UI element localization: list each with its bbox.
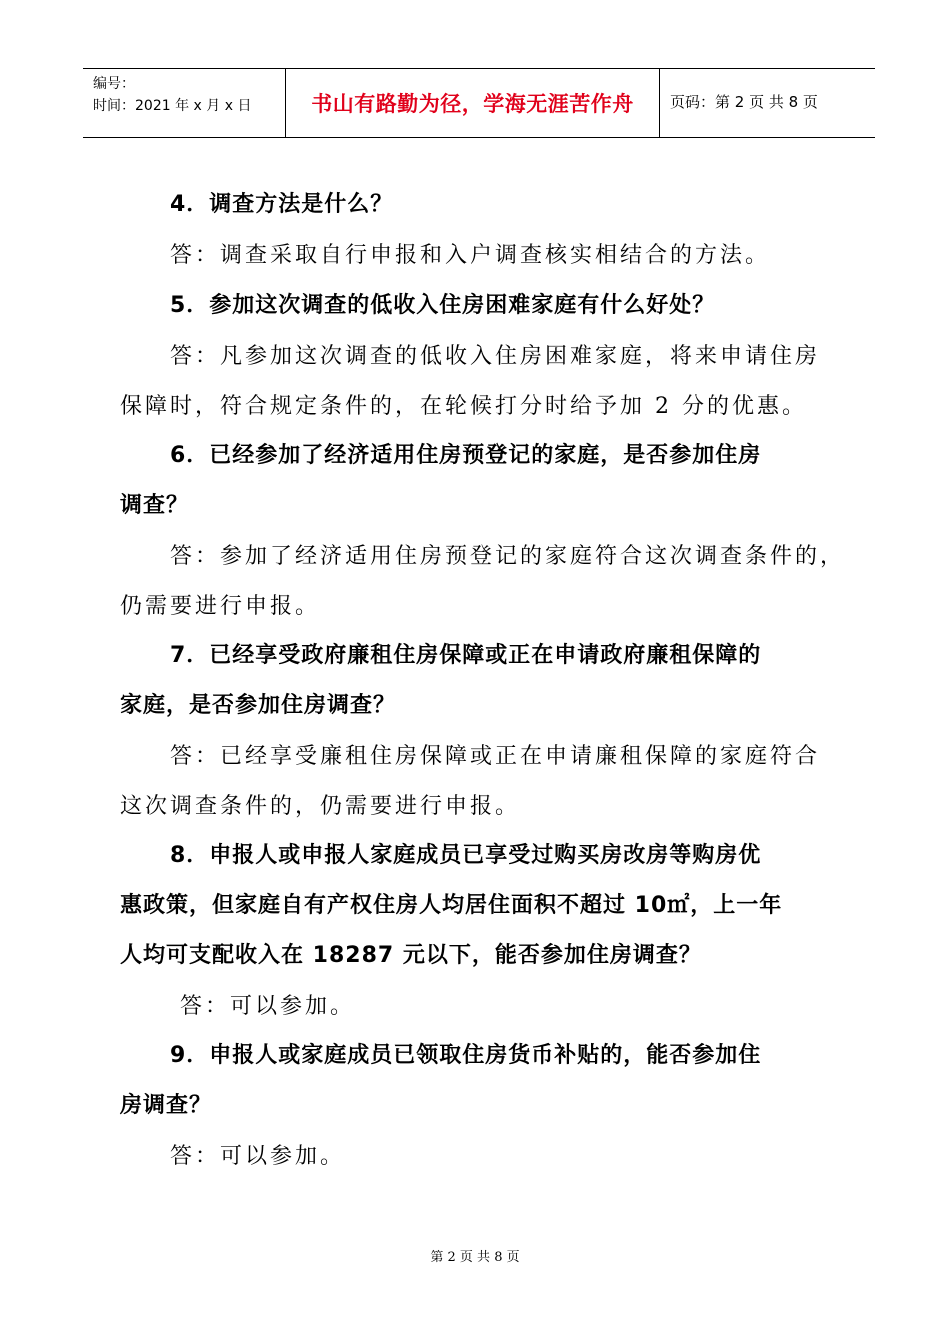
answer-8: 答：可以参加。 (180, 994, 356, 1019)
answer-5-line-2: 保障时，符合规定条件的，在轮候打分时给予加 2 分的优惠。 (120, 394, 807, 419)
document-date-label: 时间：2021 年 x 月 x 日 (93, 98, 252, 114)
question-7-line-1: 7．已经享受政府廉租住房保障或正在申请政府廉租保障的 (170, 643, 762, 668)
answer-5-line-1: 答：凡参加这次调查的低收入住房困难家庭，将来申请住房 (170, 344, 821, 369)
answer-7-line-2: 这次调查条件的，仍需要进行申报。 (120, 794, 521, 819)
answer-6-line-2: 仍需要进行申报。 (120, 594, 321, 619)
question-9-line-1: 9．申报人或家庭成员已领取住房货币补贴的，能否参加住 (170, 1043, 762, 1068)
header-motto: 书山有路勤为径，学海无涯苦作舟 (311, 92, 634, 116)
page-footer: 第 2 页 共 8 页 (430, 1250, 520, 1265)
question-8-line-3: 人均可支配收入在 18287 元以下，能否参加住房调查？ (120, 943, 702, 968)
question-8-line-2: 惠政策，但家庭自有产权住房人均居住面积不超过 10㎡，上一年 (120, 893, 783, 918)
answer-7-line-1: 答：已经享受廉租住房保障或正在申请廉租保障的家庭符合 (170, 744, 821, 769)
page-header (83, 68, 875, 138)
answer-4: 答：调查采取自行申报和入户调查核实相结合的方法。 (170, 243, 771, 268)
question-6-line-2: 调查？ (120, 493, 190, 518)
header-divider (659, 69, 660, 137)
question-8-line-1: 8．申报人或申报人家庭成员已享受过购买房改房等购房优 (170, 843, 762, 868)
question-9-line-2: 房调查？ (120, 1093, 213, 1118)
answer-9: 答：可以参加。 (170, 1144, 346, 1169)
document-number-label: 编号： (93, 76, 135, 92)
question-6-line-1: 6．已经参加了经济适用住房预登记的家庭，是否参加住房 (170, 443, 762, 468)
header-page-info: 页码：第 2 页 共 8 页 (670, 93, 818, 111)
answer-6-line-1: 答：参加了经济适用住房预登记的家庭符合这次调查条件的， (170, 544, 846, 569)
question-5: 5．参加这次调查的低收入住房困难家庭有什么好处？ (170, 293, 716, 318)
question-4: 4．调查方法是什么？ (170, 192, 394, 217)
question-7-line-2: 家庭，是否参加住房调查？ (120, 693, 397, 718)
header-meta (93, 73, 251, 117)
